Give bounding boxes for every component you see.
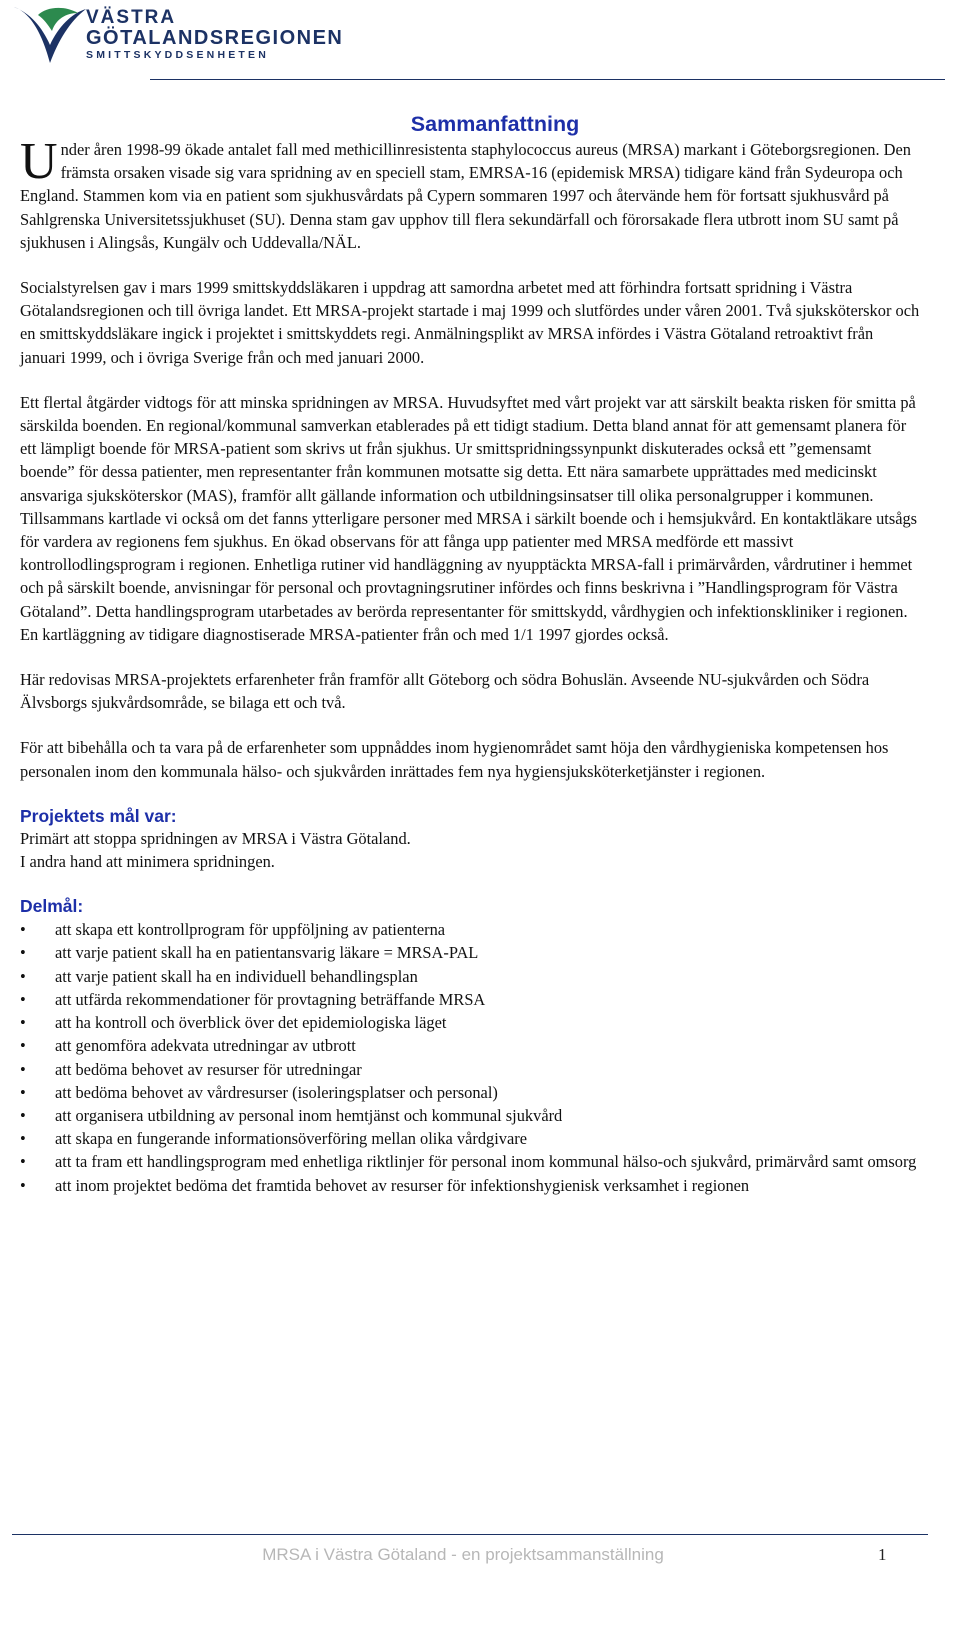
list-item: • att ha kontroll och överblick över det epidemiologiska läget — [20, 1011, 920, 1034]
paragraph: För att bibehålla och ta vara på de erfarenheter som uppnåddes inom hygienområdet samt höja den vårdhygieniska kompetensen hos personalen inom den kommunala hälso- och sjukvården inrättades fem nya hygiensjuksköterketjänster i regionen. — [20, 738, 889, 781]
list-item: • att skapa ett kontrollprogram för uppföljning av patienterna — [20, 918, 920, 941]
logo-wordmark — [86, 8, 343, 62]
list-item: • att organisera utbildning av personal inom hemtjänst och kommunal sjukvård — [20, 1104, 920, 1127]
page-title: Sammanfattning — [410, 112, 580, 136]
paragraph: Här redovisas MRSA-projektets erfarenheter från framför allt Göteborg och södra Bohuslän. Avseende NU-sjukvården och Södra Älvsborgs sjukvårdsområde, se bilaga ett och två. — [20, 670, 870, 713]
list-item: • att ta fram ett handlingsprogram med enhetliga riktlinjer för personal inom kommunal hälso-och sjukvård, primärvård samt omsorg — [20, 1150, 920, 1173]
list-item: • att genomföra adekvata utredningar av utbrott — [20, 1034, 920, 1057]
page-header — [0, 0, 960, 82]
logo-line-3: SMITTSKYDDSENHETEN — [86, 49, 270, 61]
paragraph: Ett flertal åtgärder vidtogs för att minska spridningen av MRSA. Huvudsyftet med vårt projekt var att särskilt beakta risken för smitta på särskilda boenden. En regional/kommunal samverkan etablerades på ett tidigt stadium. Detta bland annat för att gemensamt planera för ett lämpligt boende för MRSA-patient som skrivs ut från sjukhus. Ur smittspridningssynpunkt diskuterades också ett ”gemensamt boende” för dessa patienter, men representanter från kommunen motsatte sig detta. Ett nära samarbete upprättades med medicinskt ansvariga sjuksköterskor (MAS), framför allt gällande information och utbildningsinsatser till olika personalgrupper i kommunen. Tillsammans kartlade vi också om det fanns ytterligare personer med MRSA i särkilt boende och i hemsjukvård. En kontaktläkare utsågs för vardera av regionens fem sjukhus. En ökad observans för att fånga upp patienter med MRSA medförde ett massivt kontrollodlingsprogram i regionen. Enhetliga rutiner vid handläggning av nyupptäckta MRSA-fall i primärvården, vårdrutiner i hemmet och på särskilt boende, anvisningar för personal och provtagningsrutiner infördes och finns beskrivna i ”Handlingsprogram för Västra Götaland”. Detta handlingsprogram utarbetades av berörda representanter för smittskydd, vårdhygien och infektionskliniker i regionen. En kartläggning av tidigare diagnostiserade MRSA-patienter från och med 1/1 1997 gjordes också. — [20, 392, 918, 644]
footer-title: MRSA i Västra Götaland - en projektsammanställning — [262, 1545, 664, 1564]
goals-list — [20, 827, 920, 873]
list-item: • att varje patient skall ha en individuell behandlingsplan — [20, 965, 920, 988]
subgoals-heading: Delmål: — [20, 896, 84, 917]
footer-divider — [12, 1534, 928, 1535]
page-number: 1 — [878, 1545, 887, 1564]
list-item: • att utfärda rekommendationer för provtagning beträffande MRSA — [20, 988, 920, 1011]
list-item: • att bedöma behovet av vårdresurser (isoleringsplatser och personal) — [20, 1081, 920, 1104]
list-item: • att skapa en fungerande informationsöverföring mellan olika vårdgivare — [20, 1127, 920, 1150]
logo-line-2: GÖTALANDSREGIONEN — [86, 27, 344, 49]
goal-item: Primärt att stoppa spridningen av MRSA i Västra Götaland. — [20, 828, 411, 848]
list-item: • att inom projektet bedöma det framtida behovet av resurser för infektionshygienisk verksamhet i regionen — [20, 1174, 920, 1197]
list-item: • att bedöma behovet av resurser för utredningar — [20, 1058, 920, 1081]
goals-heading: Projektets mål var: — [20, 805, 177, 826]
list-item: • att varje patient skall ha en patientansvarig läkare = MRSA-PAL — [20, 941, 920, 964]
subgoals-list — [20, 918, 920, 1196]
paragraph: Socialstyrelsen gav i mars 1999 smittskyddsläkaren i uppdrag att samordna arbetet med att förhindra fortsatt spridning i Västra Götalandsregionen och till övriga landet. Ett MRSA-projekt startade i maj 1999 och slutfördes under våren 2001. Två sjuksköterskor och en smittskyddsläkare ingick i projektet i smittskyddets regi. Anmälningsplikt av MRSA infördes i Västra Götaland retroaktivt från januari 1999, och i övriga Sverige från och med januari 2000. — [20, 278, 920, 367]
goal-item: I andra hand att minimera spridningen. — [20, 852, 275, 872]
logo-line-1: VÄSTRA — [86, 7, 177, 28]
vgr-logo-icon — [12, 5, 88, 67]
intro-paragraph — [20, 133, 920, 254]
document-body — [20, 110, 920, 1197]
intro-text: nder åren 1998-99 ökade antalet fall med methicillinresistenta staphylococcus aureus (MRSA) markant i Göteborgsregionen. Den främsta orsaken visade sig vara spridning av en speciell stam, EMRSA-16 (epidemisk MRSA) tidigare känd från Sydeuropa och England. Stammen kom via en patient som sjukhusvårdats på Cypern sommaren 1997 och återvände hem för fortsatt sjukhusvård på Sahlgrenska Universitetssjukhuset (SU). Denna stam gav upphov till flera sekundärfall och förorsakade flera utbrott inom SU samt på sjukhusen i Alingsås, Kungälv och Uddevalla/NÄL. — [20, 140, 911, 252]
drop-cap: U — [20, 133, 58, 190]
header-divider — [150, 79, 945, 80]
